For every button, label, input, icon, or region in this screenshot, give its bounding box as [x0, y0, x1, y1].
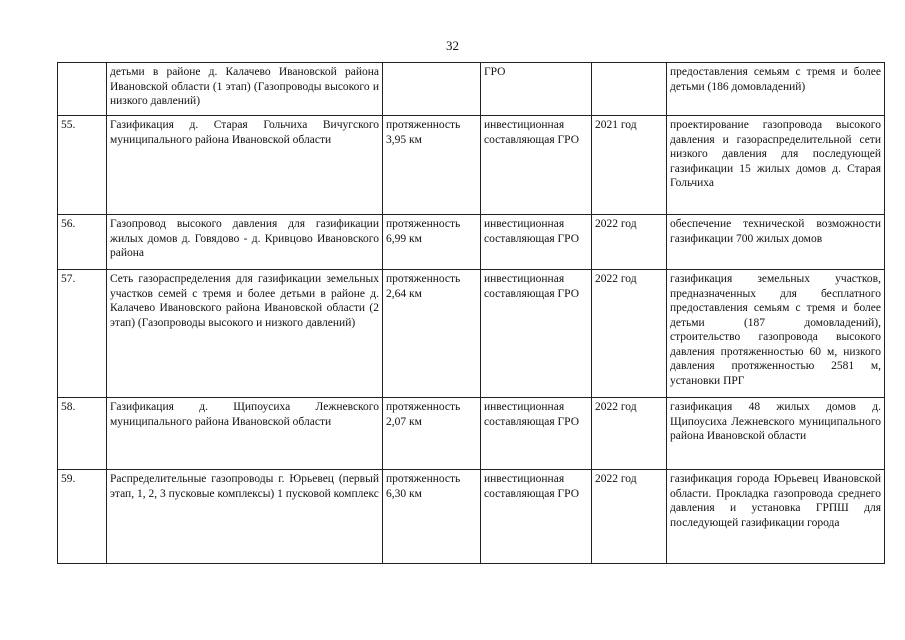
funding-source: инвестиционная составляющая ГРО	[481, 215, 592, 270]
funding-source: инвестиционная составляющая ГРО	[481, 270, 592, 398]
object-params	[383, 63, 481, 116]
completion-year: 2022 год	[592, 270, 667, 398]
funding-source: инвестиционная составляющая ГРО	[481, 398, 592, 470]
row-number: 59.	[58, 470, 107, 564]
object-name: детьми в районе д. Калачево Ивановской района Ивановской области (1 этап) (Газопроводы высокого и низкого давлений)	[107, 63, 383, 116]
funding-source: инвестиционная составляющая ГРО	[481, 116, 592, 215]
funding-source: ГРО	[481, 63, 592, 116]
table-row	[58, 398, 885, 470]
table-row	[58, 270, 885, 398]
row-number: 58.	[58, 398, 107, 470]
gasification-table	[57, 62, 885, 564]
object-params: протяженность 2,07 км	[383, 398, 481, 470]
row-number: 56.	[58, 215, 107, 270]
completion-year	[592, 63, 667, 116]
object-params: протяженность 2,64 км	[383, 270, 481, 398]
object-params: протяженность 3,95 км	[383, 116, 481, 215]
completion-year: 2021 год	[592, 116, 667, 215]
table-row	[58, 116, 885, 215]
table-row	[58, 470, 885, 564]
expected-result: проектирование газопровода высокого давления и газораспределительной сети низкого давления для последующей газификации 15 жилых домов д. Старая Гольчиха	[667, 116, 885, 215]
funding-source: инвестиционная составляющая ГРО	[481, 470, 592, 564]
row-number: 55.	[58, 116, 107, 215]
object-name: Сеть газораспределения для газификации земельных участков семей с тремя и более детьми в районе д. Калачево Ивановского района Ивановской области (2 этап) (Газопроводы высокого и низкого давлений)	[107, 270, 383, 398]
expected-result: предоставления семьям с тремя и более детьми (186 домовладений)	[667, 63, 885, 116]
expected-result: газификация города Юрьевец Ивановской области. Прокладка газопровода среднего давления и установка ГРПШ для последующей газификации города	[667, 470, 885, 564]
row-number: 57.	[58, 270, 107, 398]
expected-result: газификация 48 жилых домов д. Щипоусиха Лежневского муниципального района Ивановской области	[667, 398, 885, 470]
table-row	[58, 63, 885, 116]
object-name: Газопровод высокого давления для газификации жилых домов д. Говядово - д. Кривцово Ивановского района	[107, 215, 383, 270]
object-name: Распределительные газопроводы г. Юрьевец (первый этап, 1, 2, 3 пусковые комплексы) 1 пусковой комплекс	[107, 470, 383, 564]
completion-year: 2022 год	[592, 215, 667, 270]
expected-result: обеспечение технической возможности газификации 700 жилых домов	[667, 215, 885, 270]
object-params: протяженность 6,99 км	[383, 215, 481, 270]
completion-year: 2022 год	[592, 470, 667, 564]
expected-result: газификация земельных участков, предназначенных для бесплатного предоставления семьям с тремя и более детьми (187 домовладений), строительство газопровода высокого давления протяженностью 60 м, низкого давления протяженностью 2581 м, установки ПРГ	[667, 270, 885, 398]
completion-year: 2022 год	[592, 398, 667, 470]
table-row	[58, 215, 885, 270]
object-params: протяженность 6,30 км	[383, 470, 481, 564]
object-name: Газификация д. Старая Гольчиха Вичугского муниципального района Ивановской области	[107, 116, 383, 215]
object-name: Газификация д. Щипоусиха Лежневского муниципального района Ивановской области	[107, 398, 383, 470]
row-number	[58, 63, 107, 116]
page-number: 32	[446, 38, 459, 53]
